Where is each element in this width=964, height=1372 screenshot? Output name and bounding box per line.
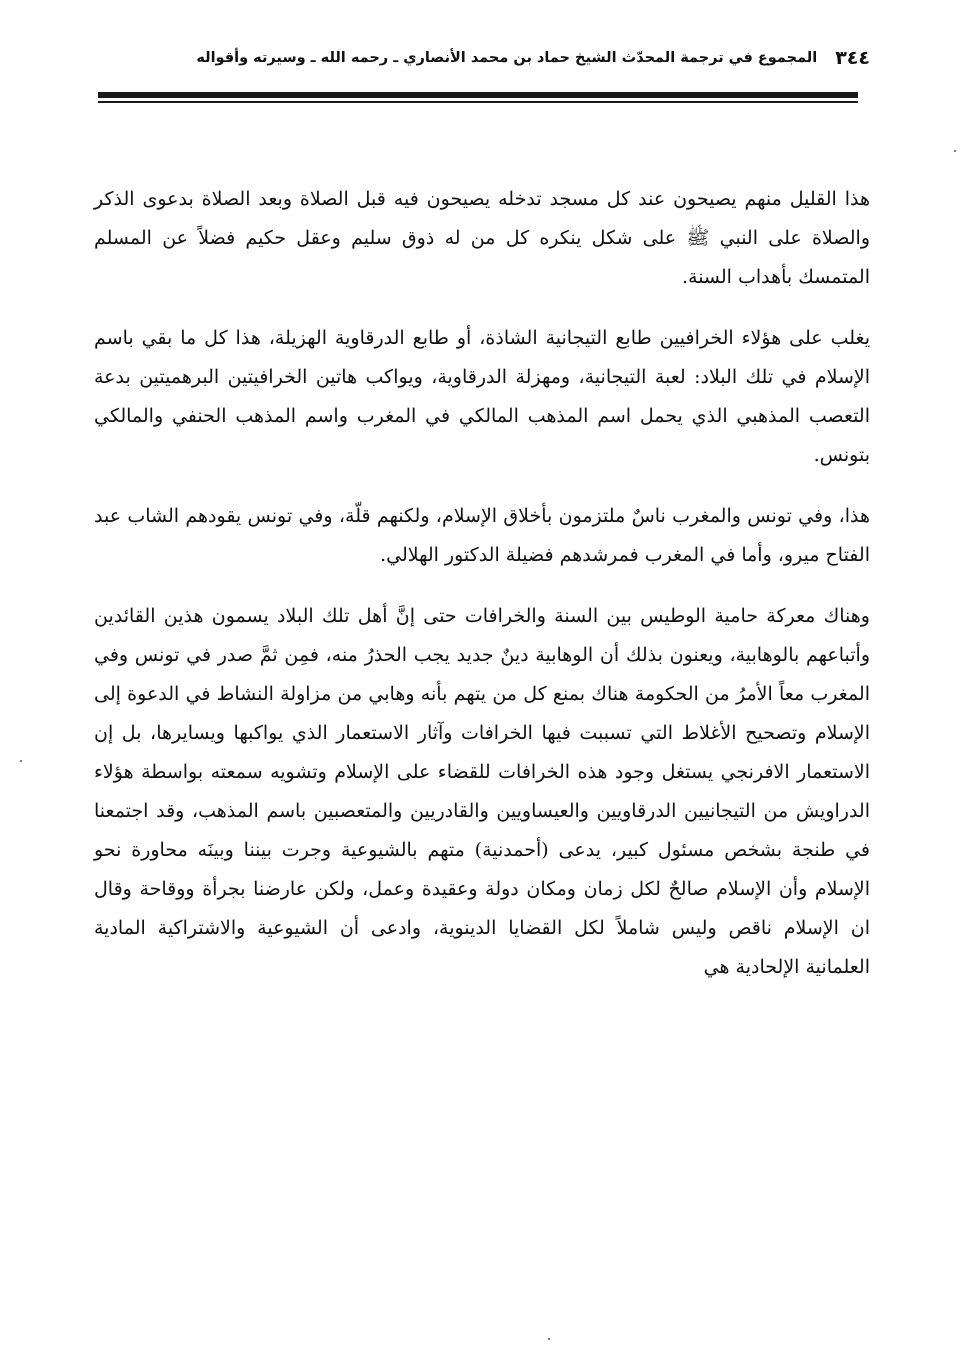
paragraph-3: هذا، وفي تونس والمغرب ناسٌ ملتزمون بأخلاق الإسلام، ولكنهم قلّة، وفي تونس يقودهم الشاب عبد الفتاح ميرو، وأما في المغرب فمرشدهم فضيلة الدكتور الهلالي.: [94, 505, 870, 566]
scan-speck: [954, 150, 956, 152]
page-number: ٣٤٤: [835, 47, 870, 69]
scan-speck: [548, 1338, 550, 1340]
header-rule-thin: [98, 101, 858, 103]
header-rule-thick: [98, 92, 858, 98]
scan-speck: [20, 760, 22, 762]
body-text: [94, 180, 870, 987]
page-header: [100, 40, 870, 76]
running-title: المجموع في ترجمة المحدّث الشيخ حماد بن محمد الأنصاري ـ رحمه الله ـ وسيرته وأقواله: [196, 50, 818, 66]
paragraph-1: هذا القليل منهم يصيحون عند كل مسجد تدخله يصيحون فيه قبل الصلاة وبعد الصلاة بدعوى الذكر والصلاة على النبي ﷺ على شكل ينكره كل من له ذوق سليم وعقل حكيم فضلاً عن المسلم المتمسك بأهداب السنة.: [94, 188, 870, 288]
paragraph-4: وهناك معركة حامية الوطيس بين السنة والخرافات حتى إنَّ أهل تلك البلاد يسمون هذين القائدين وأتباعهم بالوهابية، ويعنون بذلك أن الوهابية دينٌ جديد يجب الحذرُ منه، فمِن ثمَّ صدر في تونس وفي المغرب معاً الأمرُ من الحكومة هناك بمنع كل من يتهم بأنه وهابي من مزاولة النشاط في الدعوة إلى الإسلام وتصحيح الأغلاط التي تسببت فيها الخرافات وآثار الاستعمار الذي يواكبها ويسايرها، بل إن الاستعمار الافرنجي يستغل وجود هذه الخرافات للقضاء على الإسلام وتشويه سمعته بواسطة هؤلاء الدراويش من التيجانيين الدرقاويين والعيساويين والقادريين والمتعصبين باسم المذهب، وقد اجتمعنا في طنجة بشخص مسئول كبير، يدعى (أحمدنية) متهم بالشيوعية وجرت بيننا وبينَه محاورة نحو الإسلام وأن الإسلام صالحٌ لكل زمان ومكان دولة وعقيدة وعمل، ولكن عارضنا بجرأة ووقاحة وقال ان الإسلام ناقص وليس شاملاً لكل القضايا الدينوية، وادعى أن الشيوعية والاشتراكية المادية العلمانية الإلحادية هي: [94, 605, 870, 978]
paragraph-2: يغلب على هؤلاء الخرافيين طابع التيجانية الشاذة، أو طابع الدرقاوية الهزيلة، هذا كل ما بقي باسم الإسلام في تلك البلاد: لعبة التيجانية، ومهزلة الدرقاوية، ويواكب هاتين الخرافيتين البرهميتين بدعة التعصب المذهبي الذي يحمل اسم المذهب المالكي في المغرب واسم المذهب الحنفي والمالكي بتونس.: [94, 327, 870, 466]
